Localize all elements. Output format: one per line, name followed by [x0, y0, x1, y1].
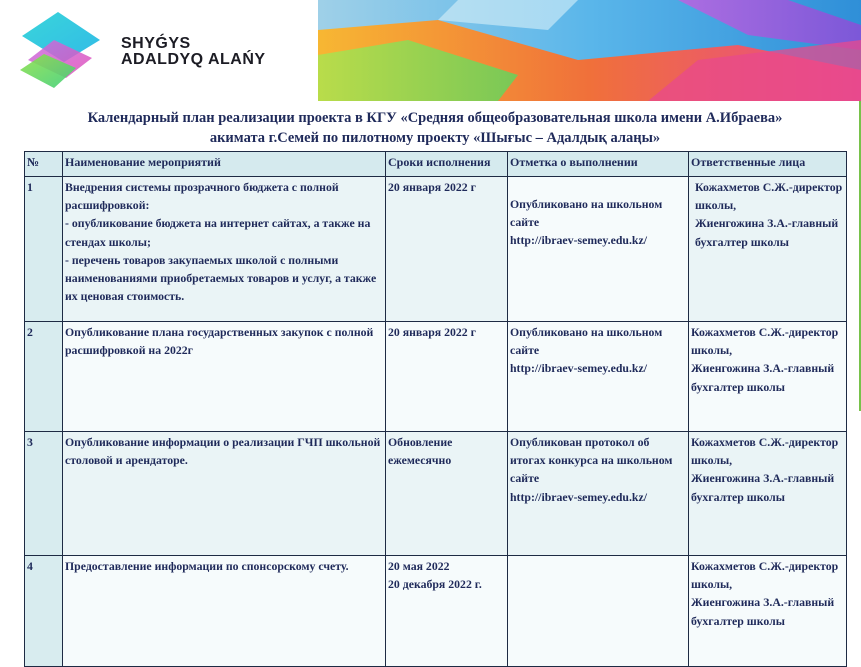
row-number: 3	[25, 432, 63, 556]
status-link[interactable]: http://ibraev-semey.edu.kz/	[510, 489, 647, 504]
table-header-row	[25, 152, 847, 177]
deadline-text: Обновление ежемесячно	[388, 435, 453, 468]
event-name-text: Опубликование информации о реализации ГЧП школьной столовой и арендаторе.	[65, 435, 381, 468]
event-name-text: Внедрения системы прозрачного бюджета с полной расшифровкой:	[65, 180, 339, 213]
status-link[interactable]: http://ibraev-semey.edu.kz/	[510, 361, 647, 376]
status-text: Опубликован протокол об итогах конкурса на школьном сайте	[510, 435, 673, 486]
event-name-cell	[63, 177, 386, 322]
logo-wordmark	[121, 36, 266, 68]
responsible-text: Жиенгожина З.А.-главный бухгалтер школы	[691, 595, 835, 628]
responsible-cell	[689, 556, 847, 667]
status-cell	[508, 322, 689, 432]
status-text: Опубликовано на школьном сайте	[510, 325, 663, 358]
responsible-text: Кожахметов С.Ж.-директор школы,	[695, 180, 843, 213]
responsible-text: Жиенгожина З.А.-главный бухгалтер школы	[691, 471, 835, 504]
deadline-cell	[386, 432, 508, 556]
status-cell	[508, 177, 689, 322]
responsible-cell	[689, 432, 847, 556]
status-link[interactable]: http://ibraev-semey.edu.kz/	[510, 233, 647, 248]
logo-line-1: SHYǴYS	[121, 35, 191, 52]
title-line-2: акимата г.Семей по пилотному проекту «Шығыс – Адалдық алаңы»	[209, 130, 661, 146]
table-row	[25, 322, 847, 432]
table-row	[25, 177, 847, 322]
header-num: №	[25, 152, 63, 177]
event-name-text: Предоставление информации по спонсорскому счету.	[65, 559, 349, 573]
deadline-text: 20 мая 2022	[388, 559, 450, 573]
status-text: Опубликовано на школьном сайте	[510, 197, 663, 230]
decorative-gradient-art	[318, 0, 861, 101]
title-line-1: Календарный план реализации проекта в КГУ «Средняя общеобразовательная школа имени А.Ибраева»	[87, 110, 783, 126]
table-row	[25, 556, 847, 667]
deadline-cell	[386, 322, 508, 432]
event-name-text: - перечень товаров закупаемых школой с полными наименованиями приобретаемых товаров и услуг, а также их ценовая стоимость.	[65, 252, 377, 304]
header-deadline: Сроки исполнения	[386, 152, 508, 177]
responsible-text: Кожахметов С.Ж.-директор школы,	[691, 325, 839, 358]
status-cell	[508, 432, 689, 556]
event-name-cell	[63, 432, 386, 556]
responsible-cell	[689, 177, 847, 322]
plan-table	[24, 151, 847, 667]
deadline-text: 20 января 2022 г	[388, 180, 476, 194]
responsible-text: Жиенгожина З.А.-главный бухгалтер школы	[691, 361, 835, 394]
diamond-logo-icon	[14, 10, 108, 90]
logo-line-2: ADALDYQ ALAŃY	[121, 51, 266, 68]
deadline-cell	[386, 556, 508, 667]
deadline-cell	[386, 177, 508, 322]
event-name-cell	[63, 556, 386, 667]
deadline-text: 20 января 2022 г	[388, 325, 476, 339]
responsible-text: Кожахметов С.Ж.-директор школы,	[691, 435, 839, 468]
document-title	[20, 108, 850, 148]
row-number: 2	[25, 322, 63, 432]
event-name-text: Опубликование плана государственных закупок с полной расшифровкой на 2022г	[65, 325, 374, 358]
responsible-cell	[689, 322, 847, 432]
event-name-cell	[63, 322, 386, 432]
status-cell	[508, 556, 689, 667]
table-row	[25, 432, 847, 556]
header-banner	[0, 0, 861, 101]
deadline-text: 20 декабря 2022 г.	[388, 577, 482, 592]
row-number: 1	[25, 177, 63, 322]
header-name: Наименование мероприятий	[63, 152, 386, 177]
row-number: 4	[25, 556, 63, 667]
responsible-text: Кожахметов С.Ж.-директор школы,	[691, 559, 839, 592]
header-responsible: Ответственные лица	[689, 152, 847, 177]
responsible-text: Жиенгожина З.А.-главный бухгалтер школы	[695, 216, 839, 249]
header-status: Отметка о выполнении	[508, 152, 689, 177]
event-name-text: - опубликование бюджета на интернет сайтах, а также на стендах школы;	[65, 216, 371, 249]
